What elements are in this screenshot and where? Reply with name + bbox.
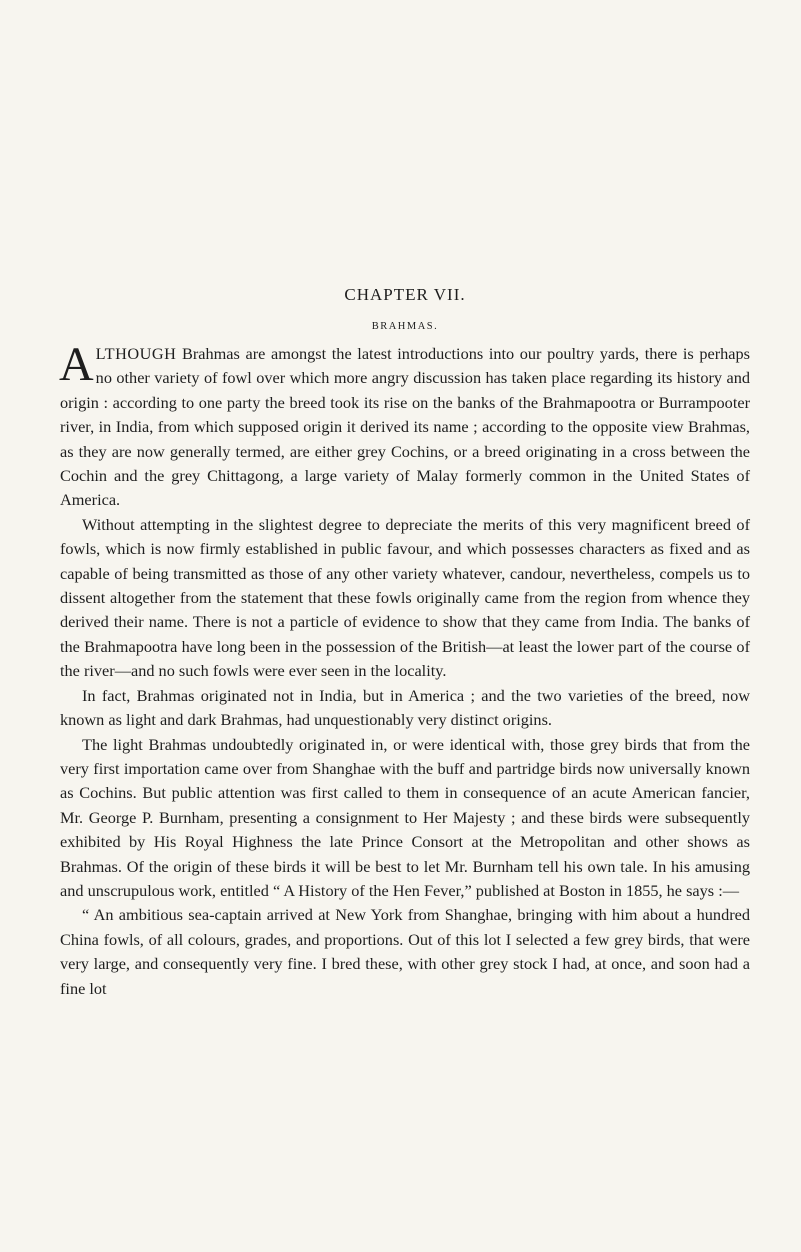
chapter-body <box>59 338 750 1001</box>
opening-paragraph-text: Brahmas are amongst the latest introductions into our poultry yards, there is perhaps no other variety of fowl over which more angry discussion has taken place regarding its history and origin : according to one party the breed took its rise on the banks of the Brahmapootra or Burrampooter river, in India, from which supposed origin it derived its name ; according to the opposite view Brahmas, as they are now generally termed, are either grey Cochins, or a breed originating in a cross between the Cochin and the grey Chittagong, a large variety of Malay formerly common in the United States of America. <box>60 344 750 510</box>
paragraph-burnham-quote: “ An ambitious sea-captain arrived at New York from Shanghae, bringing with him about a hundred China fowls, of all colours, grades, and proportions. Out of this lot I selected a few grey birds, that were very large, and consequently very fine. I bred these, with other grey stock I had, at once, and soon had a fine lot <box>60 905 750 998</box>
paragraph-american-origin: In fact, Brahmas originated not in India, but in America ; and the two varieties of the breed, now known as light and dark Brahmas, had unquestionably very distinct origins. <box>60 685 750 730</box>
book-page <box>60 285 750 1001</box>
opening-first-word: LTHOUGH <box>95 344 177 363</box>
paragraph-depreciation: Without attempting in the slightest degree to depreciate the merits of this very magnificent breed of fowls, which is now firmly established in public favour, and which possesses characters as fixed and as capable of being transmitted as those of any other variety whatever, candour, nevertheless, compels us to dissent altogether from the statement that these fowls originally came from the region from whence they derived their name. There is not a particle of evidence to show that they came from India. The banks of the Brahmapootra have long been in the possession of the British—at least the lower part of the course of the river—and no such fowls were ever seen in the locality. <box>60 514 750 681</box>
drop-cap-letter: A <box>59 338 94 391</box>
section-heading: BRAHMAS. <box>371 321 439 332</box>
paragraph-light-brahmas: The light Brahmas undoubtedly originated in, or were identical with, those grey birds that from the very first importation came over from Shanghae with the buff and partridge birds now universally known as Cochins. But public attention was first called to them in consequence of an acute American fancier, Mr. George P. Burnham, presenting a consignment to Her Majesty ; and these birds were subsequently exhibited by His Royal Highness the late Prince Consort at the Metropolitan and other shows as Brahmas. Of the origin of these birds it will be best to let Mr. Burnham tell his own tale. In his amusing and unscrupulous work, entitled “ A History of the Hen Fever,” published at Boston in 1855, he says :— <box>60 734 750 900</box>
opening-paragraph <box>59 338 750 513</box>
chapter-heading: CHAPTER VII. <box>344 285 466 304</box>
